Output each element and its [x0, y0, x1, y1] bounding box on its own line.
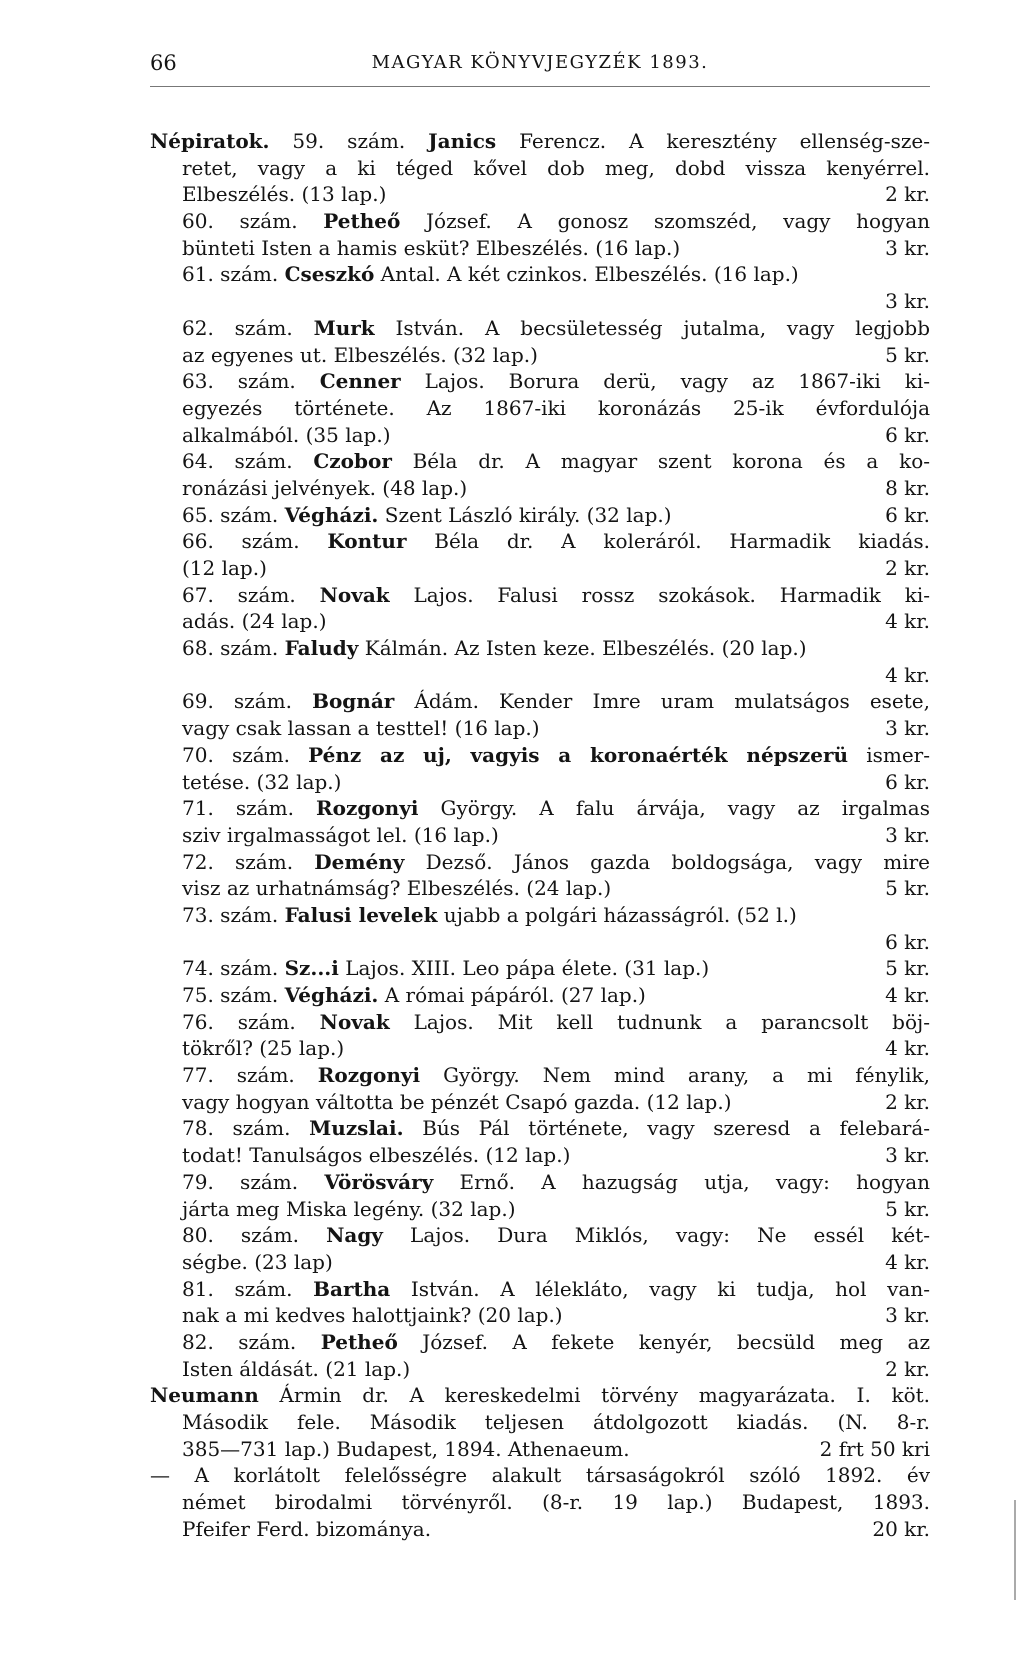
entry-text: György. Nem mind arany, a mi fénylik, [420, 1063, 930, 1088]
author-name: Demény [314, 849, 405, 874]
text-line [150, 208, 930, 235]
entry-text: todat! Tanulságos elbeszélés. (12 lap.) [182, 1143, 571, 1168]
author-name: Pénz az uj, vagyis a koronaérték népszerü [308, 742, 849, 767]
entry-text: bünteti Isten a hamis esküt? Elbeszélés. (16 lap.) [182, 235, 681, 260]
page-header [150, 46, 930, 80]
page-number: 66 [150, 51, 177, 75]
price: 4 kr. [885, 662, 930, 687]
author-name: Czobor [313, 449, 392, 474]
entry-text: 385—731 lap.) Budapest, 1894. Athenaeum. [182, 1436, 630, 1461]
text-line [150, 475, 930, 502]
author-name: Nagy [326, 1223, 383, 1248]
text-line [150, 582, 930, 609]
entry-text: 69. szám. [182, 689, 313, 714]
price: 3 kr. [885, 289, 930, 314]
entry-text: A római pápáról. (27 lap.) [378, 983, 646, 1007]
entry-text: adás. (24 lap.) [182, 609, 327, 634]
text-line [150, 181, 930, 208]
price: 3 kr. [885, 235, 930, 260]
text-line [150, 1356, 930, 1383]
text-line [150, 1409, 930, 1436]
text-line [150, 342, 930, 369]
price: 4 kr. [885, 1036, 930, 1061]
price: 4 kr. [885, 983, 930, 1007]
author-name: Novak [319, 582, 390, 607]
text-line [150, 1329, 930, 1356]
author-name: Neumann [150, 1383, 259, 1408]
text-line [150, 235, 930, 262]
price: 6 kr. [885, 502, 930, 527]
price: 5 kr. [885, 342, 930, 367]
entry-text: György. A falu árvája, vagy az irgalmas [418, 796, 930, 821]
price: 3 kr. [885, 716, 930, 741]
entry-text: 62. szám. [182, 315, 314, 340]
author-name: Faludy [284, 636, 359, 661]
entry-text: — A korlátolt felelősségre alakult társaságokról szóló 1892. év [150, 1463, 930, 1488]
entry-text: nak a mi kedves halottjaink? (20 lap.) [182, 1303, 563, 1328]
author-name: Rozgonyi [317, 1063, 421, 1088]
price: 3 kr. [885, 822, 930, 847]
author-name: Cenner [319, 369, 401, 394]
text-line [150, 1516, 930, 1543]
author-name: Murk [313, 315, 375, 340]
price: 4 kr. [885, 1249, 930, 1274]
entry-text: Dezső. János gazda boldogsága, vagy mire [404, 849, 930, 874]
entry-text: Lajos. Borura derü, vagy az 1867-iki ki- [400, 369, 930, 394]
entry-text: Pfeifer Ferd. bizománya. [182, 1516, 432, 1541]
entry-text: tökről? (25 lap.) [182, 1036, 345, 1061]
entry-text: Ernő. A hazugság utja, vagy: hogyan [433, 1169, 930, 1194]
entry-text: 63. szám. [182, 369, 320, 394]
entry-text: alkalmából. (35 lap.) [182, 422, 391, 447]
price: 6 kr. [885, 929, 930, 954]
text-line [150, 128, 930, 155]
price: 2 kr. [885, 1356, 930, 1381]
price: 4 kr. [885, 609, 930, 634]
entry-text: retet, vagy a ki téged kővel dob meg, dobd vissza kenyérrel. [182, 155, 930, 180]
entry-text: Béla dr. A magyar szent korona és a ko- [391, 449, 931, 474]
text-line [150, 288, 930, 315]
text-line [150, 1142, 930, 1169]
entry-text: 80. szám. [182, 1223, 327, 1248]
price: 2 kr. [885, 1089, 930, 1114]
author-name: Kontur [327, 529, 407, 554]
entry-text: 71. szám. [182, 796, 317, 821]
price: 3 kr. [885, 1303, 930, 1328]
entry-text: Lajos. XIII. Leo pápa élete. (31 lap.) [338, 956, 710, 981]
text-line [150, 769, 930, 796]
author-name: Sz...i [284, 956, 339, 981]
price: 2 kr. [885, 556, 930, 580]
entry-text: 76. szám. [182, 1009, 320, 1034]
price: 5 kr. [885, 1196, 930, 1221]
author-name: Muzslai. [309, 1116, 404, 1141]
entry-text: vagy csak lassan a testtel! (16 lap.) [182, 716, 540, 741]
author-name: Bognár [312, 689, 395, 714]
text-line [150, 742, 930, 769]
entry-text: 82. szám. [182, 1329, 321, 1354]
price: 8 kr. [885, 475, 930, 500]
text-line [150, 822, 930, 849]
entry-text: 60. szám. [182, 209, 324, 234]
entry-text: 72. szám. [182, 849, 315, 874]
text-line [150, 261, 930, 288]
entry-text: József. A fekete kenyér, becsüld meg az [397, 1329, 930, 1354]
author-name: Petheő [323, 209, 401, 234]
text-line [150, 955, 930, 982]
entry-text: József. A gonosz szomszéd, vagy hogyan [400, 209, 930, 234]
text-line [150, 1489, 930, 1516]
text-line [150, 1196, 930, 1223]
price: 20 kr. [872, 1516, 930, 1541]
header-rule [150, 86, 930, 87]
entry-text: 70. szám. [182, 742, 309, 767]
entry-text: az egyenes ut. Elbeszélés. (32 lap.) [182, 342, 538, 367]
text-line [150, 1249, 930, 1276]
entry-text: 73. szám. [182, 902, 285, 927]
text-line [150, 368, 930, 395]
text-line [150, 1222, 930, 1249]
entry-text: Bús Pál története, vagy szeresd a felebará- [403, 1116, 930, 1141]
author-name: Petheő [320, 1329, 398, 1354]
price: 2 frt 50 kri [819, 1436, 930, 1461]
text-line [150, 1382, 930, 1409]
entry-text: Elbeszélés. (13 lap.) [182, 182, 387, 207]
text-line [150, 1436, 930, 1463]
entry-text: Lajos. Dura Miklós, vagy: Ne essél két- [382, 1223, 930, 1248]
entry-text: Béla dr. A koleráról. Harmadik kiadás. [406, 529, 930, 554]
entry-text: 61. szám. [182, 262, 285, 287]
entry-text: ségbe. (23 lap) [182, 1249, 333, 1274]
entry-text: Antal. A két czinkos. Elbeszélés. (16 lap.) [374, 262, 799, 287]
entry-text: ismer- [848, 742, 930, 767]
author-name: Bartha [313, 1276, 391, 1301]
entry-text: vagy hogyan váltotta be pénzét Csapó gazda. (12 lap.) [182, 1089, 732, 1114]
entry-text: Második fele. Második teljesen átdolgozott kiadás. (N. 8-r. [182, 1410, 930, 1434]
author-name: Falusi levelek [284, 902, 438, 927]
entry-text: 74. szám. [182, 956, 285, 981]
text-line [150, 849, 930, 876]
text-line [150, 662, 930, 689]
text-line [150, 1089, 930, 1116]
entry-text: Lajos. Mit kell tudnunk a parancsolt böj- [389, 1009, 930, 1034]
entry-text: (12 lap.) [182, 556, 267, 580]
text-line [150, 315, 930, 342]
entry-text: 64. szám. [182, 449, 314, 474]
entry-text: 66. szám. [182, 529, 328, 554]
text-line [150, 608, 930, 635]
text-line [150, 502, 930, 529]
entry-text: 78. szám. [182, 1116, 310, 1141]
entry-text: Lajos. Falusi rossz szokások. Harmadik ki- [389, 582, 930, 607]
entry-text: ujabb a polgári házasságról. (52 l.) [437, 902, 797, 927]
margin-mark [1014, 1500, 1016, 1600]
text-line [150, 929, 930, 956]
text-line [150, 1302, 930, 1329]
entry-text: Isten áldását. (21 lap.) [182, 1356, 411, 1381]
entry-text: Ármin dr. A kereskedelmi törvény magyarázata. I. köt. [258, 1383, 930, 1408]
entry-text: 79. szám. [182, 1169, 325, 1194]
author-name: Rozgonyi [316, 796, 419, 821]
entry-text: járta meg Miska legény. (32 lap.) [182, 1196, 516, 1221]
entry-text: 81. szám. [182, 1276, 314, 1301]
text-line [150, 635, 930, 662]
text-line [150, 1276, 930, 1303]
entry-text: 68. szám. [182, 636, 285, 661]
author-name: Janics [428, 129, 497, 153]
entry-text: sziv irgalmasságot lel. (16 lap.) [182, 822, 499, 847]
text-line [150, 795, 930, 822]
text-line [150, 1035, 930, 1062]
text-line [150, 982, 930, 1009]
price: 6 kr. [885, 422, 930, 447]
author-name: Vörösváry [324, 1169, 434, 1194]
text-line [150, 395, 930, 422]
text-line [150, 1062, 930, 1089]
text-line [150, 155, 930, 182]
author-name: Végházi. [284, 502, 379, 527]
entry-text: 67. szám. [182, 582, 320, 607]
entry-text: István. A becsületesség jutalma, vagy legjobb [374, 315, 930, 340]
running-title: MAGYAR KÖNYVJEGYZÉK 1893. [371, 52, 709, 73]
entry-text: Szent László király. (32 lap.) [378, 502, 672, 527]
catalog-body [150, 128, 930, 1542]
entry-text: egyezés története. Az 1867-iki koronázás 25-ik évfordulója [182, 395, 930, 420]
author-name: Cseszkó [284, 262, 375, 287]
price: 2 kr. [885, 182, 930, 207]
entry-text: 65. szám. [182, 502, 285, 527]
text-line [150, 448, 930, 475]
text-line [150, 422, 930, 449]
price: 3 kr. [885, 1143, 930, 1168]
entry-text: Ferencz. A keresztény ellenség-sze- [496, 129, 930, 153]
text-line [150, 555, 930, 582]
text-line [150, 1009, 930, 1036]
price: 5 kr. [885, 876, 930, 901]
entry-text: Kálmán. Az Isten keze. Elbeszélés. (20 lap.) [358, 636, 807, 661]
entry-text: István. A lélekláto, vagy ki tudja, hol van- [390, 1276, 930, 1301]
price: 6 kr. [885, 769, 930, 794]
author-name: Népiratok. [150, 129, 270, 153]
text-line [150, 528, 930, 555]
price: 5 kr. [885, 956, 930, 981]
text-line [150, 902, 930, 929]
entry-text: Ádám. Kender Imre uram mulatságos esete, [394, 689, 930, 714]
entry-text: tetése. (32 lap.) [182, 769, 342, 794]
entry-text: ronázási jelvények. (48 lap.) [182, 475, 468, 500]
entry-text: 77. szám. [182, 1063, 318, 1088]
entry-text: visz az urhatnámság? Elbeszélés. (24 lap.) [182, 876, 612, 901]
entry-text: 75. szám. [182, 983, 285, 1007]
text-line [150, 1169, 930, 1196]
entry-text: német birodalmi törvényről. (8-r. 19 lap.) Budapest, 1893. [182, 1490, 930, 1515]
entry-text: 59. szám. [269, 129, 429, 153]
text-line [150, 688, 930, 715]
author-name: Novak [319, 1009, 390, 1034]
author-name: Végházi. [284, 983, 379, 1007]
text-line [150, 875, 930, 902]
text-line [150, 1115, 930, 1142]
text-line [150, 715, 930, 742]
text-line [150, 1462, 930, 1489]
